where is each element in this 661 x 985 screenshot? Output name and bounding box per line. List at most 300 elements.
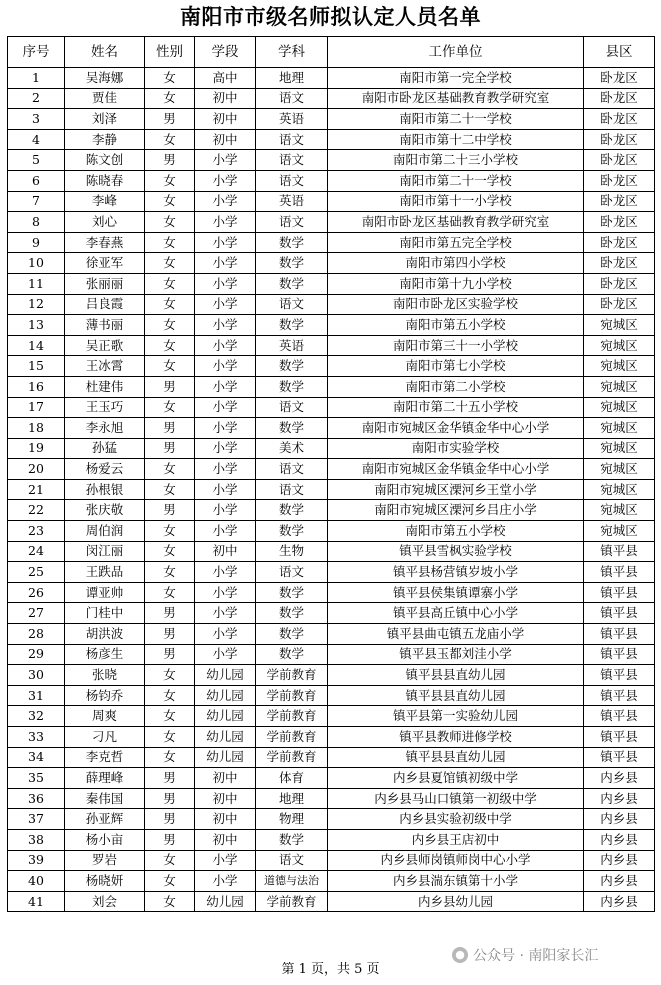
- table-row: [8, 273, 655, 294]
- cell-name: 张丽丽: [65, 273, 145, 294]
- cell-index: 13: [8, 315, 65, 336]
- cell-workplace: 内乡县湍东镇第十小学: [328, 871, 584, 892]
- table-row: [8, 747, 655, 768]
- table-row: [8, 376, 655, 397]
- cell-name: 王跌品: [65, 562, 145, 583]
- cell-workplace: 内乡县幼儿园: [328, 891, 584, 912]
- cell-subject: 语文: [256, 150, 328, 171]
- cell-subject: 数学: [256, 624, 328, 645]
- cell-name: 杨小亩: [65, 829, 145, 850]
- cell-index: 10: [8, 253, 65, 274]
- cell-subject: 学前教育: [256, 685, 328, 706]
- cell-subject: 美术: [256, 438, 328, 459]
- cell-index: 30: [8, 665, 65, 686]
- cell-stage: 小学: [195, 273, 256, 294]
- page-title: 南阳市市级名师拟认定人员名单: [180, 4, 481, 29]
- cell-district: 卧龙区: [584, 88, 655, 109]
- cell-stage: 小学: [195, 562, 256, 583]
- cell-gender: 女: [145, 315, 195, 336]
- table-row: [8, 706, 655, 727]
- cell-name: 贾佳: [65, 88, 145, 109]
- cell-stage: 小学: [195, 212, 256, 233]
- cell-index: 33: [8, 727, 65, 748]
- table-row: [8, 562, 655, 583]
- cell-index: 29: [8, 644, 65, 665]
- cell-workplace: 南阳市第二十一学校: [328, 109, 584, 130]
- cell-stage: 幼儿园: [195, 706, 256, 727]
- cell-gender: 女: [145, 582, 195, 603]
- cell-index: 8: [8, 212, 65, 233]
- cell-district: 宛城区: [584, 479, 655, 500]
- cell-index: 25: [8, 562, 65, 583]
- cell-gender: 女: [145, 129, 195, 150]
- cell-gender: 女: [145, 397, 195, 418]
- cell-name: 吴正歌: [65, 335, 145, 356]
- cell-gender: 女: [145, 747, 195, 768]
- cell-district: 内乡县: [584, 809, 655, 830]
- cell-subject: 语文: [256, 212, 328, 233]
- cell-stage: 初中: [195, 768, 256, 789]
- cell-gender: 女: [145, 68, 195, 89]
- cell-stage: 幼儿园: [195, 685, 256, 706]
- cell-name: 周伯润: [65, 521, 145, 542]
- cell-stage: 小学: [195, 850, 256, 871]
- cell-workplace: 南阳市第十二中学校: [328, 129, 584, 150]
- cell-workplace: 镇平县教师进修学校: [328, 727, 584, 748]
- cell-index: 36: [8, 788, 65, 809]
- cell-workplace: 镇平县杨营镇岁坡小学: [328, 562, 584, 583]
- table-row: [8, 479, 655, 500]
- cell-name: 李峰: [65, 191, 145, 212]
- cell-stage: 初中: [195, 129, 256, 150]
- cell-district: 镇平县: [584, 727, 655, 748]
- cell-subject: 数学: [256, 644, 328, 665]
- table-row: [8, 418, 655, 439]
- table-row: [8, 665, 655, 686]
- cell-workplace: 内乡县师岗镇师岗中心小学: [328, 850, 584, 871]
- cell-workplace: 镇平县县直幼儿园: [328, 685, 584, 706]
- cell-workplace: 内乡县夏馆镇初级中学: [328, 768, 584, 789]
- cell-name: 杨彦生: [65, 644, 145, 665]
- cell-subject: 数学: [256, 376, 328, 397]
- table-row: [8, 356, 655, 377]
- cell-index: 37: [8, 809, 65, 830]
- table-row: [8, 891, 655, 912]
- cell-subject: 学前教育: [256, 727, 328, 748]
- cell-subject: 数学: [256, 603, 328, 624]
- cell-index: 1: [8, 68, 65, 89]
- table-row: [8, 500, 655, 521]
- cell-district: 卧龙区: [584, 232, 655, 253]
- cell-district: 卧龙区: [584, 170, 655, 191]
- cell-name: 刘泽: [65, 109, 145, 130]
- cell-subject: 学前教育: [256, 706, 328, 727]
- cell-name: 杨钧乔: [65, 685, 145, 706]
- cell-stage: 小学: [195, 624, 256, 645]
- cell-gender: 女: [145, 356, 195, 377]
- cell-index: 9: [8, 232, 65, 253]
- cell-subject: 语文: [256, 294, 328, 315]
- cell-gender: 女: [145, 170, 195, 191]
- table-row: [8, 315, 655, 336]
- cell-district: 卧龙区: [584, 212, 655, 233]
- cell-gender: 男: [145, 500, 195, 521]
- cell-district: 镇平县: [584, 685, 655, 706]
- cell-workplace: 南阳市第四小学校: [328, 253, 584, 274]
- cell-stage: 小学: [195, 170, 256, 191]
- cell-name: 徐亚军: [65, 253, 145, 274]
- cell-index: 41: [8, 891, 65, 912]
- cell-index: 40: [8, 871, 65, 892]
- cell-name: 吕良霞: [65, 294, 145, 315]
- cell-subject: 语文: [256, 129, 328, 150]
- cell-name: 张晓: [65, 665, 145, 686]
- cell-district: 宛城区: [584, 459, 655, 480]
- cell-name: 李春燕: [65, 232, 145, 253]
- cell-name: 门桂中: [65, 603, 145, 624]
- table-row: [8, 129, 655, 150]
- cell-name: 谭亚帅: [65, 582, 145, 603]
- cell-subject: 生物: [256, 541, 328, 562]
- cell-index: 4: [8, 129, 65, 150]
- table-row: [8, 191, 655, 212]
- cell-stage: 初中: [195, 541, 256, 562]
- cell-index: 14: [8, 335, 65, 356]
- cell-workplace: 内乡县马山口镇第一初级中学: [328, 788, 584, 809]
- cell-gender: 女: [145, 273, 195, 294]
- cell-index: 27: [8, 603, 65, 624]
- cell-gender: 女: [145, 88, 195, 109]
- cell-workplace: 镇平县高丘镇中心小学: [328, 603, 584, 624]
- cell-district: 内乡县: [584, 850, 655, 871]
- cell-district: 镇平县: [584, 541, 655, 562]
- cell-subject: 数学: [256, 232, 328, 253]
- table-row: [8, 397, 655, 418]
- cell-gender: 女: [145, 253, 195, 274]
- cell-subject: 体育: [256, 768, 328, 789]
- cell-stage: 初中: [195, 88, 256, 109]
- table-row: [8, 788, 655, 809]
- cell-index: 18: [8, 418, 65, 439]
- cell-district: 宛城区: [584, 521, 655, 542]
- cell-stage: 小学: [195, 232, 256, 253]
- cell-stage: 幼儿园: [195, 747, 256, 768]
- cell-district: 内乡县: [584, 788, 655, 809]
- cell-gender: 男: [145, 768, 195, 789]
- cell-district: 镇平县: [584, 624, 655, 645]
- cell-subject: 语文: [256, 562, 328, 583]
- cell-district: 内乡县: [584, 829, 655, 850]
- cell-name: 李永旭: [65, 418, 145, 439]
- cell-workplace: 南阳市第七小学校: [328, 356, 584, 377]
- cell-name: 李静: [65, 129, 145, 150]
- cell-gender: 女: [145, 191, 195, 212]
- cell-workplace: 南阳市第十九小学校: [328, 273, 584, 294]
- cell-gender: 男: [145, 109, 195, 130]
- cell-workplace: 南阳市第一完全学校: [328, 68, 584, 89]
- cell-workplace: 南阳市卧龙区基础教育教学研究室: [328, 212, 584, 233]
- cell-district: 宛城区: [584, 500, 655, 521]
- cell-index: 15: [8, 356, 65, 377]
- cell-workplace: 南阳市第二十一学校: [328, 170, 584, 191]
- cell-gender: 男: [145, 376, 195, 397]
- table-row: [8, 727, 655, 748]
- cell-gender: 女: [145, 727, 195, 748]
- header-row: [8, 37, 655, 68]
- cell-name: 王玉巧: [65, 397, 145, 418]
- cell-subject: 数学: [256, 418, 328, 439]
- cell-subject: 学前教育: [256, 747, 328, 768]
- cell-subject: 物理: [256, 809, 328, 830]
- cell-stage: 小学: [195, 459, 256, 480]
- cell-district: 镇平县: [584, 747, 655, 768]
- cell-workplace: 南阳市宛城区金华镇金华中心小学: [328, 418, 584, 439]
- cell-name: 杜建伟: [65, 376, 145, 397]
- table-row: [8, 232, 655, 253]
- cell-index: 11: [8, 273, 65, 294]
- cell-subject: 英语: [256, 191, 328, 212]
- cell-subject: 数学: [256, 582, 328, 603]
- cell-name: 杨爱云: [65, 459, 145, 480]
- cell-stage: 小学: [195, 150, 256, 171]
- cell-subject: 数学: [256, 273, 328, 294]
- cell-district: 宛城区: [584, 315, 655, 336]
- cell-gender: 女: [145, 232, 195, 253]
- cell-name: 陈晓春: [65, 170, 145, 191]
- cell-stage: 小学: [195, 871, 256, 892]
- cell-name: 闵江丽: [65, 541, 145, 562]
- cell-subject: 地理: [256, 788, 328, 809]
- cell-index: 5: [8, 150, 65, 171]
- cell-district: 卧龙区: [584, 191, 655, 212]
- cell-subject: 数学: [256, 253, 328, 274]
- cell-district: 卧龙区: [584, 68, 655, 89]
- cell-stage: 高中: [195, 68, 256, 89]
- cell-stage: 初中: [195, 809, 256, 830]
- table-row: [8, 521, 655, 542]
- cell-index: 38: [8, 829, 65, 850]
- header-gender: 性别: [145, 37, 195, 68]
- cell-index: 2: [8, 88, 65, 109]
- cell-stage: 小学: [195, 418, 256, 439]
- cell-gender: 女: [145, 541, 195, 562]
- header-district: 县区: [584, 37, 655, 68]
- cell-stage: 小学: [195, 294, 256, 315]
- cell-district: 镇平县: [584, 562, 655, 583]
- cell-index: 39: [8, 850, 65, 871]
- table-row: [8, 685, 655, 706]
- cell-workplace: 南阳市第二小学校: [328, 376, 584, 397]
- cell-subject: 数学: [256, 500, 328, 521]
- table-row: [8, 150, 655, 171]
- cell-gender: 女: [145, 891, 195, 912]
- table-row: [8, 603, 655, 624]
- cell-gender: 男: [145, 788, 195, 809]
- cell-name: 周爽: [65, 706, 145, 727]
- cell-stage: 幼儿园: [195, 665, 256, 686]
- cell-name: 罗岩: [65, 850, 145, 871]
- cell-workplace: 南阳市宛城区金华镇金华中心小学: [328, 459, 584, 480]
- cell-index: 17: [8, 397, 65, 418]
- table-row: [8, 212, 655, 233]
- table-row: [8, 88, 655, 109]
- cell-district: 镇平县: [584, 665, 655, 686]
- cell-workplace: 南阳市卧龙区基础教育教学研究室: [328, 88, 584, 109]
- cell-district: 内乡县: [584, 768, 655, 789]
- cell-name: 薛理峰: [65, 768, 145, 789]
- cell-index: 7: [8, 191, 65, 212]
- cell-workplace: 镇平县雪枫实验学校: [328, 541, 584, 562]
- table-row: [8, 170, 655, 191]
- cell-index: 3: [8, 109, 65, 130]
- cell-gender: 女: [145, 479, 195, 500]
- cell-gender: 女: [145, 850, 195, 871]
- cell-gender: 男: [145, 418, 195, 439]
- cell-name: 刘会: [65, 891, 145, 912]
- cell-subject: 语文: [256, 397, 328, 418]
- table-row: [8, 582, 655, 603]
- cell-stage: 小学: [195, 521, 256, 542]
- cell-stage: 小学: [195, 479, 256, 500]
- cell-workplace: 镇平县曲屯镇五龙庙小学: [328, 624, 584, 645]
- cell-index: 32: [8, 706, 65, 727]
- cell-index: 20: [8, 459, 65, 480]
- table-row: [8, 829, 655, 850]
- cell-index: 31: [8, 685, 65, 706]
- cell-subject: 学前教育: [256, 665, 328, 686]
- cell-subject: 道德与法治: [256, 871, 328, 892]
- cell-stage: 初中: [195, 829, 256, 850]
- table-row: [8, 871, 655, 892]
- cell-index: 26: [8, 582, 65, 603]
- cell-gender: 男: [145, 603, 195, 624]
- cell-index: 24: [8, 541, 65, 562]
- cell-stage: 小学: [195, 253, 256, 274]
- cell-gender: 女: [145, 562, 195, 583]
- cell-gender: 男: [145, 624, 195, 645]
- cell-index: 28: [8, 624, 65, 645]
- table-row: [8, 68, 655, 89]
- table-row: [8, 850, 655, 871]
- cell-index: 12: [8, 294, 65, 315]
- cell-gender: 女: [145, 706, 195, 727]
- cell-gender: 女: [145, 685, 195, 706]
- watermark-text: 公众号 · 南阳家长汇: [473, 948, 599, 964]
- header-stage: 学段: [195, 37, 256, 68]
- cell-name: 王冰霄: [65, 356, 145, 377]
- cell-workplace: 南阳市第五小学校: [328, 315, 584, 336]
- cell-gender: 女: [145, 521, 195, 542]
- cell-district: 卧龙区: [584, 294, 655, 315]
- cell-stage: 初中: [195, 109, 256, 130]
- cell-district: 镇平县: [584, 644, 655, 665]
- cell-index: 34: [8, 747, 65, 768]
- cell-subject: 语文: [256, 459, 328, 480]
- table-row: [8, 644, 655, 665]
- page-footer: 第 1 页，共 5 页: [281, 962, 380, 977]
- cell-subject: 数学: [256, 356, 328, 377]
- cell-stage: 小学: [195, 315, 256, 336]
- cell-name: 胡洪波: [65, 624, 145, 645]
- cell-index: 35: [8, 768, 65, 789]
- cell-stage: 幼儿园: [195, 891, 256, 912]
- cell-workplace: 镇平县县直幼儿园: [328, 747, 584, 768]
- cell-district: 卧龙区: [584, 150, 655, 171]
- cell-workplace: 南阳市第三十一小学校: [328, 335, 584, 356]
- table-row: [8, 459, 655, 480]
- cell-stage: 小学: [195, 582, 256, 603]
- cell-district: 镇平县: [584, 706, 655, 727]
- cell-workplace: 镇平县第一实验幼儿园: [328, 706, 584, 727]
- cell-district: 镇平县: [584, 603, 655, 624]
- cell-stage: 小学: [195, 191, 256, 212]
- table-row: [8, 438, 655, 459]
- cell-stage: 小学: [195, 438, 256, 459]
- cell-workplace: 南阳市宛城区溧河乡吕庄小学: [328, 500, 584, 521]
- cell-name: 陈文创: [65, 150, 145, 171]
- cell-district: 内乡县: [584, 891, 655, 912]
- cell-name: 薄书丽: [65, 315, 145, 336]
- cell-subject: 语文: [256, 479, 328, 500]
- cell-name: 孙根银: [65, 479, 145, 500]
- cell-stage: 小学: [195, 500, 256, 521]
- roster-table: [7, 36, 655, 912]
- cell-stage: 小学: [195, 356, 256, 377]
- cell-gender: 男: [145, 809, 195, 830]
- cell-name: 杨晓妍: [65, 871, 145, 892]
- table-row: [8, 109, 655, 130]
- cell-stage: 小学: [195, 397, 256, 418]
- cell-gender: 女: [145, 665, 195, 686]
- cell-gender: 女: [145, 459, 195, 480]
- cell-stage: 幼儿园: [195, 727, 256, 748]
- cell-stage: 小学: [195, 335, 256, 356]
- cell-gender: 男: [145, 150, 195, 171]
- cell-name: 李克哲: [65, 747, 145, 768]
- cell-name: 刁凡: [65, 727, 145, 748]
- cell-subject: 学前教育: [256, 891, 328, 912]
- cell-workplace: 南阳市第五完全学校: [328, 232, 584, 253]
- cell-subject: 英语: [256, 109, 328, 130]
- cell-index: 23: [8, 521, 65, 542]
- header-index: 序号: [8, 37, 65, 68]
- cell-district: 宛城区: [584, 397, 655, 418]
- cell-index: 6: [8, 170, 65, 191]
- cell-subject: 数学: [256, 521, 328, 542]
- cell-district: 宛城区: [584, 418, 655, 439]
- table-row: [8, 768, 655, 789]
- cell-name: 刘心: [65, 212, 145, 233]
- cell-stage: 小学: [195, 603, 256, 624]
- watermark: [452, 945, 598, 965]
- cell-name: 张庆敬: [65, 500, 145, 521]
- cell-workplace: 内乡县王店初中: [328, 829, 584, 850]
- cell-district: 卧龙区: [584, 253, 655, 274]
- cell-gender: 女: [145, 294, 195, 315]
- cell-workplace: 南阳市第二十三小学校: [328, 150, 584, 171]
- header-subject: 学科: [256, 37, 328, 68]
- cell-workplace: 南阳市第十一小学校: [328, 191, 584, 212]
- cell-district: 卧龙区: [584, 109, 655, 130]
- cell-subject: 语文: [256, 88, 328, 109]
- cell-index: 19: [8, 438, 65, 459]
- cell-subject: 数学: [256, 315, 328, 336]
- table-row: [8, 294, 655, 315]
- cell-subject: 语文: [256, 170, 328, 191]
- cell-workplace: 南阳市第五小学校: [328, 521, 584, 542]
- table-row: [8, 809, 655, 830]
- table-row: [8, 253, 655, 274]
